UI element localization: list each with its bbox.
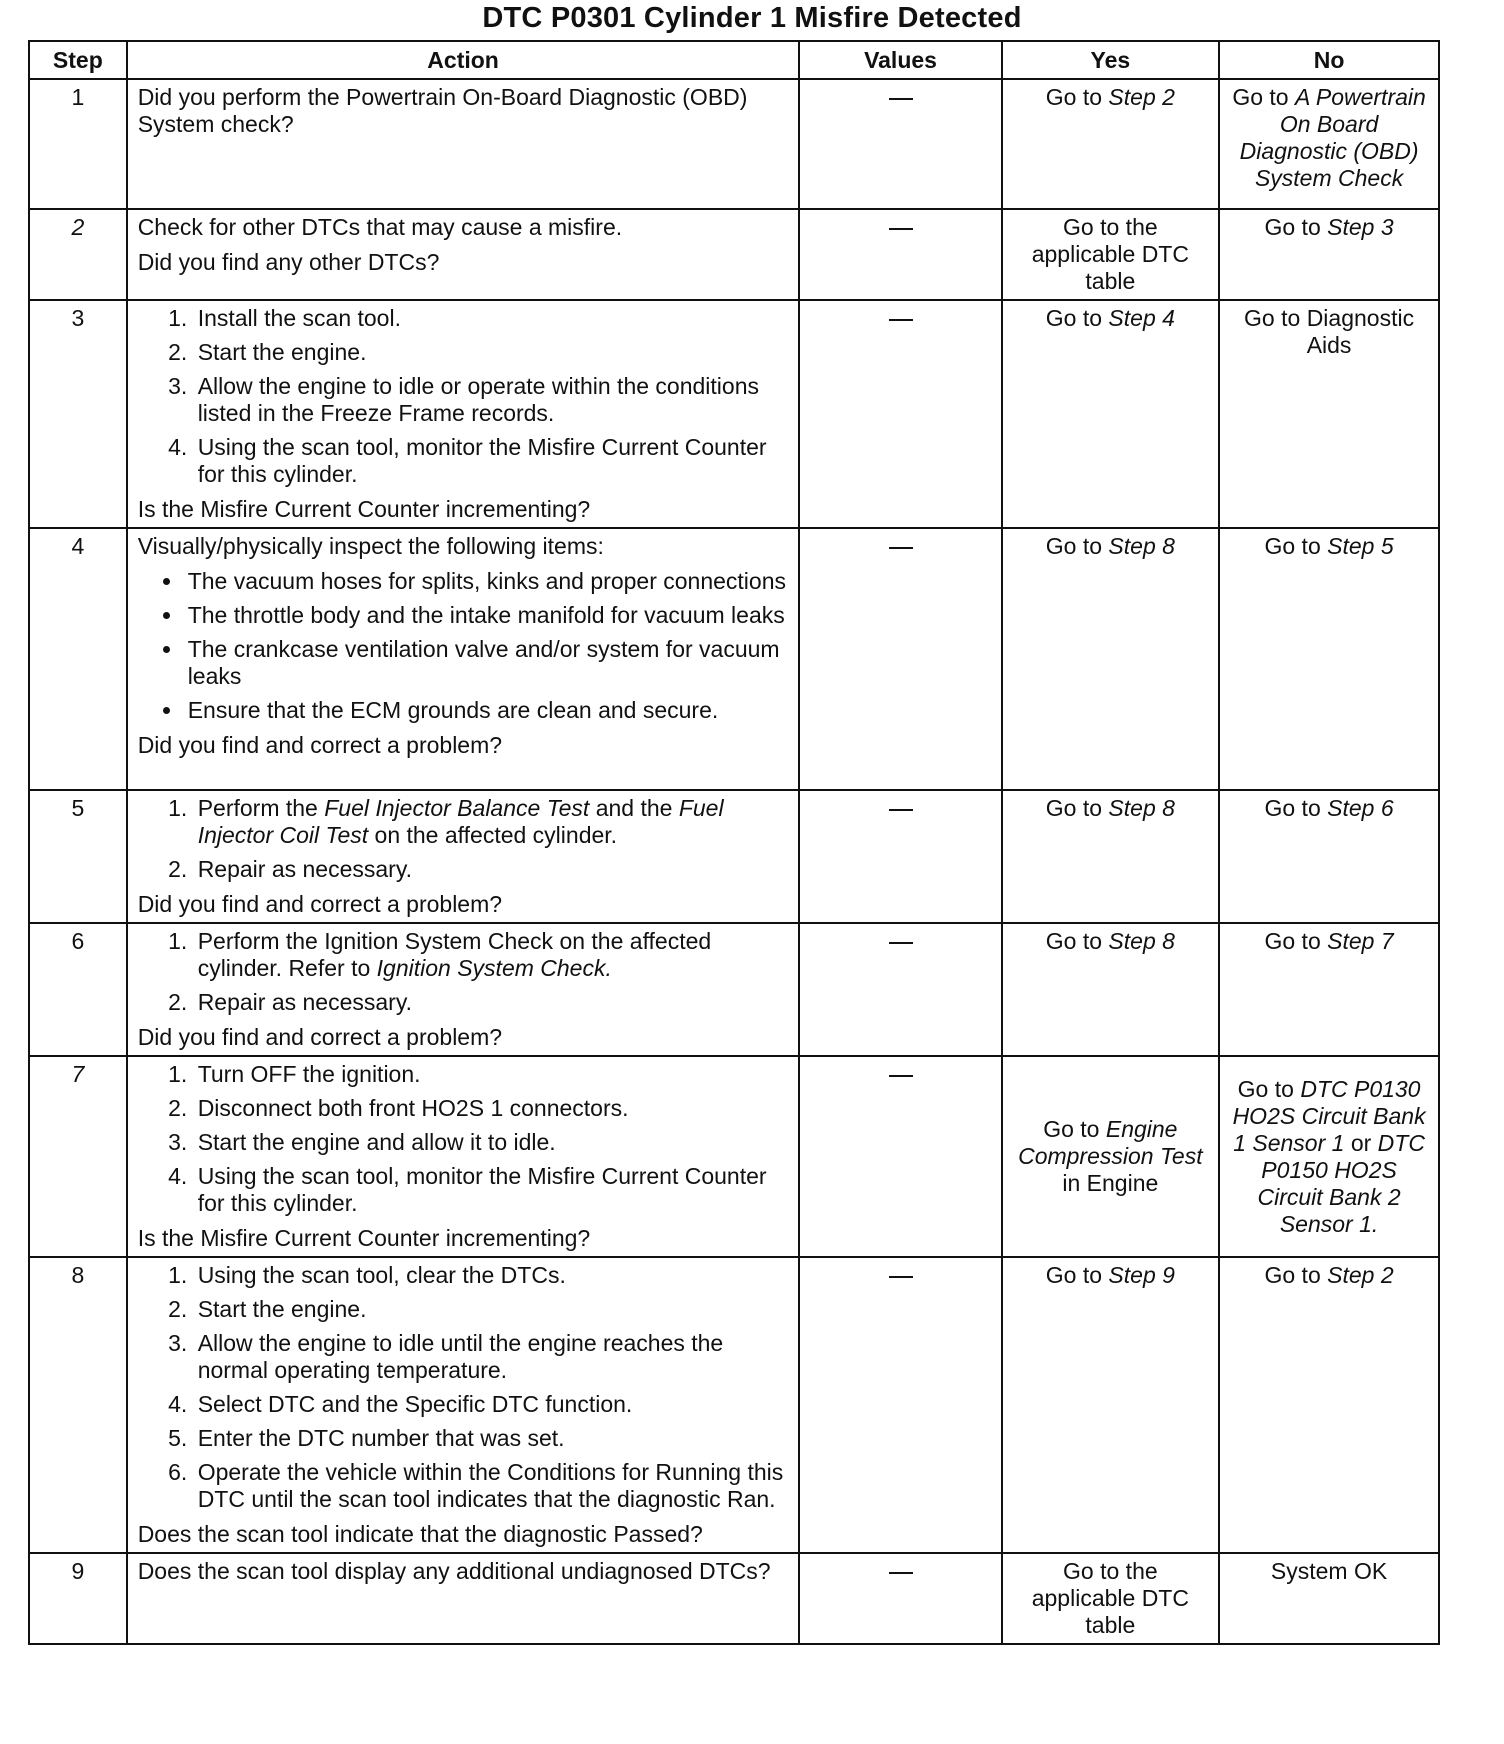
yes-text: Go to [1045,795,1109,821]
yes-cell [1002,528,1220,790]
list-item: 1. Install the scan tool. [194,305,789,332]
no-cell [1219,1056,1439,1257]
table-row [29,209,1439,300]
no-text: Go to [1264,795,1328,821]
list-item: • The crankcase ventilation valve and/or system for vacuum leaks [184,636,789,690]
item-text: Perform the [197,795,325,821]
dash-mark [889,1075,913,1077]
header-action: Action [127,41,800,79]
no-cell [1219,528,1439,790]
action-question: Did you find any other DTCs? [137,249,440,275]
yes-ref: Step 2 [1108,84,1175,110]
inspection-list [138,568,789,724]
item-text: on the affected cylinder. [368,822,618,848]
values-cell [799,528,1001,790]
list-item: 2. Start the engine. [194,339,789,366]
values-cell [799,790,1001,923]
item-text: and the [589,795,679,821]
action-cell [127,209,800,300]
no-ref: Step 5 [1327,533,1394,559]
yes-cell [1002,1056,1220,1257]
list-item: 4. Using the scan tool, monitor the Misfire Current Counter for this cylinder. [194,434,789,488]
list-item: 6. Operate the vehicle within the Conditions for Running this DTC until the scan tool indicates that the diagnostic Ran. [194,1459,789,1513]
yes-cell [1002,300,1220,528]
yes-ref: Step 9 [1108,1262,1175,1288]
yes-ref: Step 4 [1108,305,1175,331]
item-text: Perform the Ignition System Check on the affected cylinder. Refer to [197,928,712,981]
list-item: 3. Start the engine and allow it to idle. [194,1129,789,1156]
action-text: Did you perform the Powertrain On-Board Diagnostic (OBD) System check? [137,84,748,137]
values-cell [799,79,1001,209]
action-question: Did you find and correct a problem? [137,891,503,917]
no-text: Go to [1264,533,1328,559]
action-text: Visually/physically inspect the following items: [137,533,604,559]
dash-mark [889,98,913,100]
header-step: Step [29,41,127,79]
no-text: Go to [1264,214,1328,240]
procedure-list [138,795,789,883]
no-text: Go to [1264,1262,1328,1288]
step-number: 9 [29,1553,127,1644]
header-row [29,41,1439,79]
no-cell [1219,1553,1439,1644]
action-text: Does the scan tool display any additional undiagnosed DTCs? [137,1558,771,1584]
dash-mark [889,942,913,944]
procedure-list [138,928,789,1016]
list-item [194,928,789,982]
values-cell [799,1056,1001,1257]
list-item: • Ensure that the ECM grounds are clean and secure. [184,697,789,724]
yes-ref: Step 8 [1108,795,1175,821]
step-number: 7 [29,1056,127,1257]
yes-text: Go to [1045,305,1109,331]
dash-mark [889,547,913,549]
values-cell [799,209,1001,300]
no-cell [1219,209,1439,300]
check-ref: Ignition System Check. [376,955,612,981]
table-row [29,1553,1439,1644]
header-yes: Yes [1002,41,1220,79]
list-item: 1. Turn OFF the ignition. [194,1061,789,1088]
list-item: 4. Using the scan tool, monitor the Misfire Current Counter for this cylinder. [194,1163,789,1217]
dash-mark [889,228,913,230]
action-cell [127,79,800,209]
step-number: 1 [29,79,127,209]
action-text: Check for other DTCs that may cause a misfire. [137,214,623,240]
no-cell [1219,1257,1439,1553]
list-item: 4. Select DTC and the Specific DTC function. [194,1391,789,1418]
yes-text: Go to [1043,1116,1106,1142]
header-values: Values [799,41,1001,79]
values-cell [799,923,1001,1056]
no-ref: Step 3 [1327,214,1394,240]
no-ref: Step 2 [1327,1262,1394,1288]
no-text: Go to Diagnostic Aids [1244,305,1415,358]
dash-mark [889,1572,913,1574]
action-cell [127,300,800,528]
table-row [29,79,1439,209]
list-item: 2. Start the engine. [194,1296,789,1323]
values-cell [799,1553,1001,1644]
no-ref: DTC P0130 HO2S Circuit Bank 1 Sensor 1 [1232,1075,1426,1156]
no-ref: Step 7 [1327,928,1394,954]
list-item: 1. Using the scan tool, clear the DTCs. [194,1262,789,1289]
step-number: 4 [29,528,127,790]
table-row [29,790,1439,923]
no-cell [1219,79,1439,209]
action-question: Is the Misfire Current Counter incrementing? [137,1225,591,1251]
list-item: 2. Repair as necessary. [194,856,789,883]
action-cell [127,1553,800,1644]
table-row [29,528,1439,790]
yes-cell [1002,923,1220,1056]
test-ref: Fuel Injector Balance Test [324,795,590,821]
no-text: or [1344,1129,1378,1156]
step-number: 3 [29,300,127,528]
no-ref: Step 6 [1327,795,1394,821]
test-ref: Fuel Injector Coil Test [197,795,724,848]
no-cell [1219,790,1439,923]
list-item: • The vacuum hoses for splits, kinks and proper connections [184,568,789,595]
step-number: 6 [29,923,127,1056]
page-title: DTC P0301 Cylinder 1 Misfire Detected [482,2,1022,34]
no-text: Go to [1264,928,1328,954]
list-item [194,795,789,849]
no-text: Go to [1232,84,1295,110]
header-no: No [1219,41,1439,79]
step-number: 5 [29,790,127,923]
action-cell [127,528,800,790]
yes-cell [1002,1257,1220,1553]
yes-ref: Step 8 [1108,533,1175,559]
procedure-list [138,1262,789,1513]
table-row [29,300,1439,528]
dash-mark [889,809,913,811]
action-cell [127,1257,800,1553]
action-question: Did you find and correct a problem? [137,1024,503,1050]
yes-ref: Engine Compression Test [1018,1116,1203,1169]
action-question: Did you find and correct a problem? [137,732,503,758]
action-cell [127,923,800,1056]
procedure-list [138,1061,789,1217]
values-cell [799,300,1001,528]
list-item: • The throttle body and the intake manifold for vacuum leaks [184,602,789,629]
action-question: Is the Misfire Current Counter incrementing? [137,496,591,522]
list-item: 3. Allow the engine to idle until the engine reaches the normal operating temperature. [194,1330,789,1384]
dash-mark [889,1276,913,1278]
action-cell [127,790,800,923]
table-row [29,1056,1439,1257]
yes-text: Go to the applicable DTC table [1031,1558,1189,1638]
yes-cell [1002,1553,1220,1644]
list-item: 2. Repair as necessary. [194,989,789,1016]
no-cell [1219,923,1439,1056]
action-cell [127,1056,800,1257]
table-row [29,923,1439,1056]
yes-text: Go to [1045,928,1109,954]
no-ref: A Powertrain On Board Diagnostic (OBD) System Check [1239,84,1426,191]
dash-mark [889,319,913,321]
action-question: Does the scan tool indicate that the diagnostic Passed? [137,1521,703,1547]
list-item: 2. Disconnect both front HO2S 1 connectors. [194,1095,789,1122]
yes-cell [1002,209,1220,300]
values-cell [799,1257,1001,1553]
yes-text: Go to [1045,1262,1109,1288]
list-item: 5. Enter the DTC number that was set. [194,1425,789,1452]
yes-text: in Engine [1062,1170,1159,1196]
no-ref: DTC P0150 HO2S Circuit Bank 2 Sensor 1. [1257,1129,1425,1237]
list-item: 3. Allow the engine to idle or operate within the conditions listed in the Freeze Frame records. [194,373,789,427]
yes-ref: Step 8 [1108,928,1175,954]
table-row [29,1257,1439,1553]
no-text: System OK [1270,1558,1388,1584]
yes-text: Go to [1045,84,1109,110]
procedure-list [138,305,789,488]
yes-text: Go to the applicable DTC table [1031,214,1189,294]
no-cell [1219,300,1439,528]
step-number: 8 [29,1257,127,1553]
yes-cell [1002,79,1220,209]
yes-text: Go to [1045,533,1109,559]
no-text: Go to [1237,1075,1301,1102]
yes-cell [1002,790,1220,923]
step-number: 2 [29,209,127,300]
dtc-table [28,40,1440,1645]
